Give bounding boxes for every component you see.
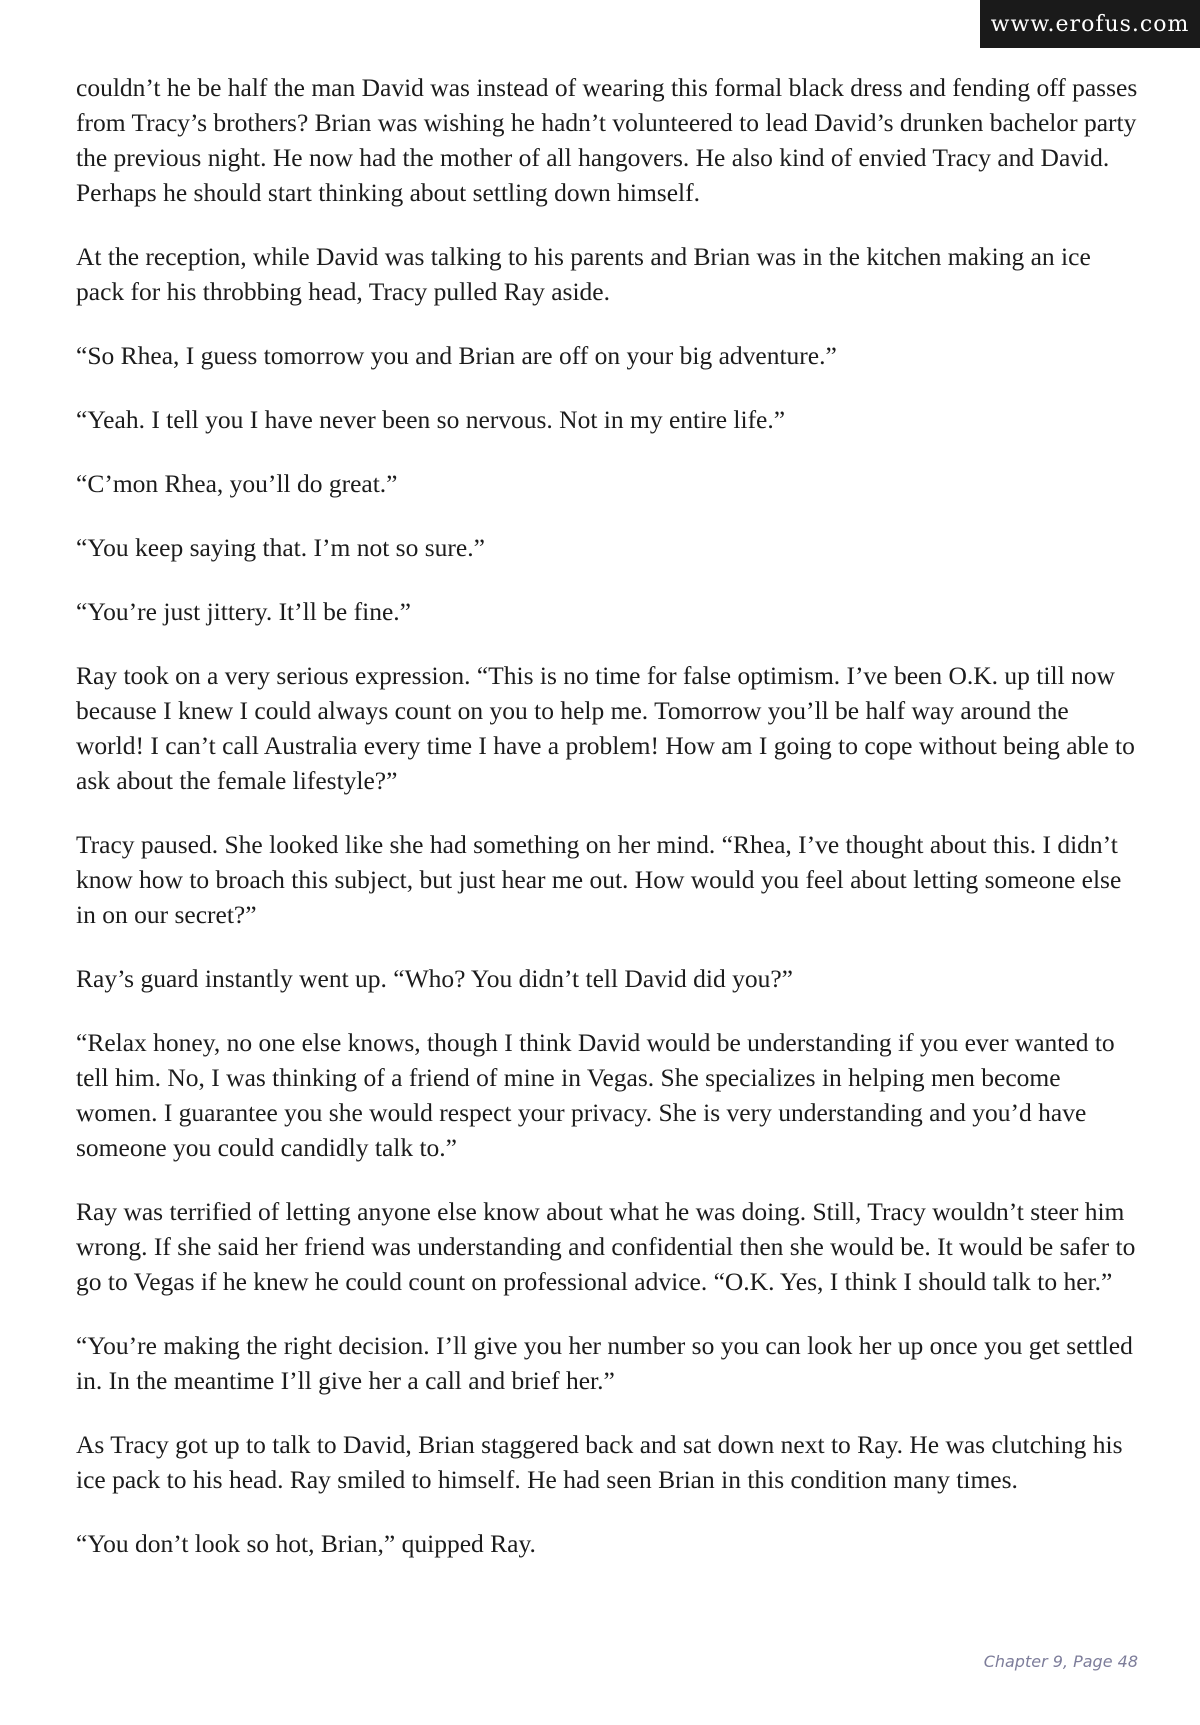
paragraph: Tracy paused. She looked like she had something on her mind. “Rhea, I’ve thought about this. I didn’t know how to broach this subject, but just hear me out. How would you feel about letting someone else in on our secret?” bbox=[76, 830, 1122, 929]
paragraph: “You’re just jittery. It’ll be fine.” bbox=[76, 597, 411, 626]
paragraph: At the reception, while David was talking to his parents and Brian was in the kitchen making an ice pack for his throbbing head, Tracy pulled Ray aside. bbox=[76, 242, 1091, 306]
paragraph: Ray’s guard instantly went up. “Who? You didn’t tell David did you?” bbox=[76, 964, 793, 993]
paragraph: “So Rhea, I guess tomorrow you and Brian are off on your big adventure.” bbox=[76, 341, 837, 370]
page-body bbox=[76, 70, 1140, 1590]
paragraph: As Tracy got up to talk to David, Brian staggered back and sat down next to Ray. He was clutching his ice pack to his head. Ray smiled to himself. He had seen Brian in this condition many times. bbox=[76, 1430, 1123, 1494]
paragraph: “You’re making the right decision. I’ll give you her number so you can look her up once you get settled in. In the meantime I’ll give her a call and brief her.” bbox=[76, 1331, 1133, 1395]
paragraph: Ray was terrified of letting anyone else know about what he was doing. Still, Tracy wouldn’t steer him wrong. If she said her friend was understanding and confidential then she would be. It would be safer to go to Vegas if he knew he could count on professional advice. “O.K. Yes, I think I should talk to her.” bbox=[76, 1197, 1136, 1296]
paragraph: “C’mon Rhea, you’ll do great.” bbox=[76, 469, 398, 498]
page-footer: Chapter 9, Page 48 bbox=[983, 1652, 1138, 1671]
paragraph: “You keep saying that. I’m not so sure.” bbox=[76, 533, 485, 562]
paragraph: couldn’t he be half the man David was instead of wearing this formal black dress and fending off passes from Tracy’s brothers? Brian was wishing he hadn’t volunteered to lead David’s drunken bachelor party the previous night. He now had the mother of all hangovers. He also kind of envied Tracy and David. Perhaps he should start thinking about settling down himself. bbox=[76, 73, 1138, 207]
paragraph: “Yeah. I tell you I have never been so nervous. Not in my entire life.” bbox=[76, 405, 786, 434]
paragraph: “Relax honey, no one else knows, though I think David would be understanding if you ever wanted to tell him. No, I was thinking of a friend of mine in Vegas. She specializes in helping men become women. I guarantee you she would respect your privacy. She is very understanding and you’d have someone you could candidly talk to.” bbox=[76, 1028, 1115, 1162]
paragraph: “You don’t look so hot, Brian,” quipped Ray. bbox=[76, 1529, 536, 1558]
paragraph: Ray took on a very serious expression. “This is no time for false optimism. I’ve been O.K. up till now because I knew I could always count on you to help me. Tomorrow you’ll be half way around the world! I can’t call Australia every time I have a problem! How am I going to cope without being able to ask about the female lifestyle?” bbox=[76, 661, 1135, 795]
site-watermark: www.erofus.com bbox=[980, 0, 1200, 48]
